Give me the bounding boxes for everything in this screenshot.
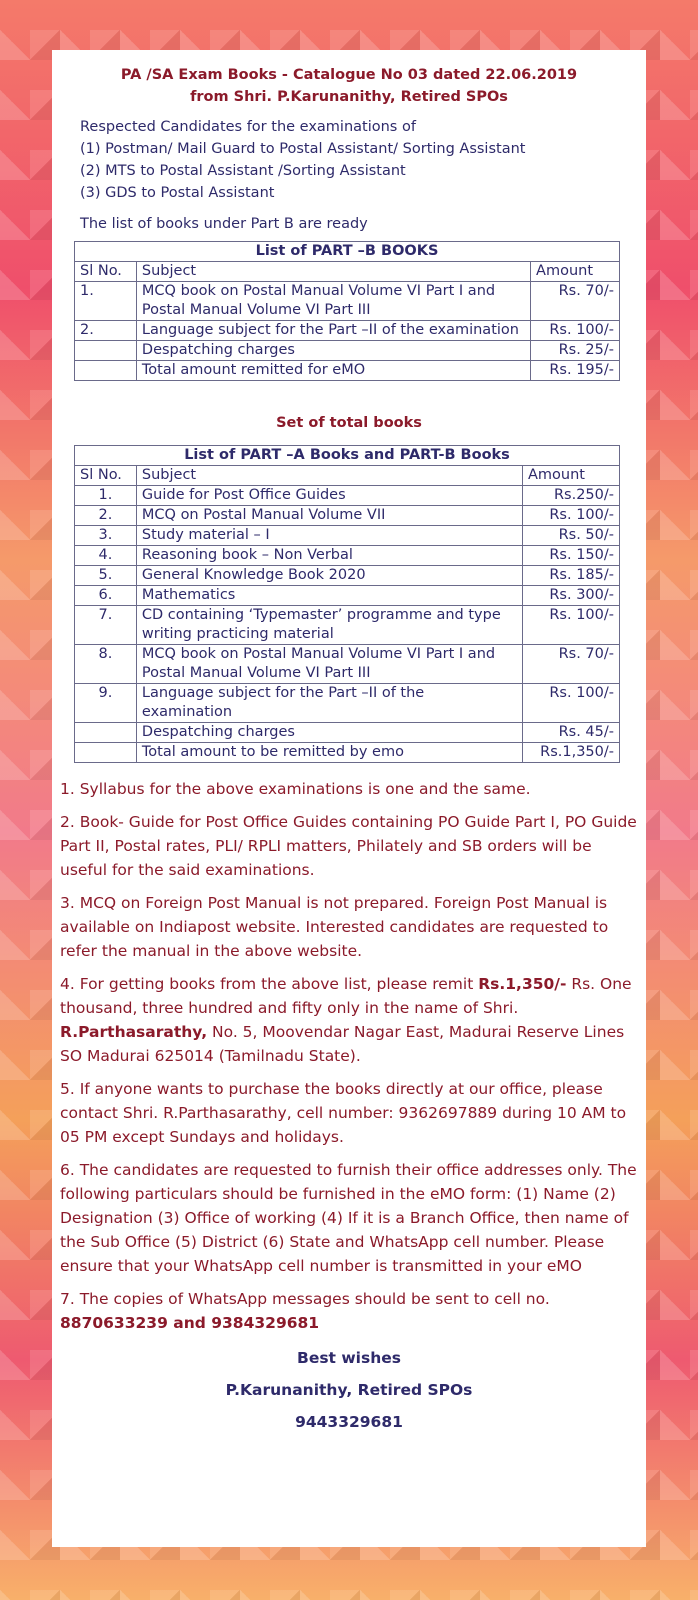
table-row xyxy=(75,566,620,586)
table-row xyxy=(75,723,620,743)
col-header-subject: Subject xyxy=(136,466,522,486)
note-5: 5. If anyone wants to purchase the books directly at our office, please contact Shri. R.Parthasarathy, cell number: 9362697889 during 10 AM to 05 PM except Sundays and holidays. xyxy=(60,1080,627,1146)
table-row xyxy=(75,586,620,606)
row-amount: Rs. 25/- xyxy=(531,341,620,361)
row-amount: Rs. 300/- xyxy=(523,586,620,606)
row-subject: Despatching charges xyxy=(136,341,530,361)
row-subject: Language subject for the Part –II of the examination xyxy=(136,684,522,723)
table-row xyxy=(75,546,620,566)
row-subject: CD containing ‘Typemaster’ programme and type writing practicing material xyxy=(136,606,522,645)
row-amount: Rs.1,350/- xyxy=(523,743,620,763)
row-sl: 3. xyxy=(75,526,137,546)
row-sl: 4. xyxy=(75,546,137,566)
intro-line-3: (2) MTS to Postal Assistant /Sorting Assistant xyxy=(80,163,406,179)
col-header-subject: Subject xyxy=(136,262,530,282)
part-b-ready-text: The list of books under Part B are ready xyxy=(80,216,368,232)
note-4-text-a: 4. For getting books from the above list, please remit xyxy=(60,975,479,993)
table-row xyxy=(75,486,620,506)
catalogue-title xyxy=(60,64,638,108)
row-sl xyxy=(75,341,137,361)
best-wishes: Best wishes xyxy=(297,1349,401,1367)
part-b-books-table xyxy=(74,241,620,381)
row-amount: Rs. 100/- xyxy=(531,321,620,341)
row-sl xyxy=(75,743,137,763)
row-sl xyxy=(75,361,137,381)
table-caption: List of PART –B BOOKS xyxy=(75,242,620,262)
row-subject: Guide for Post Office Guides xyxy=(136,486,522,506)
row-sl: 6. xyxy=(75,586,137,606)
note-7-text: 7. The copies of WhatsApp messages should be sent to cell no. xyxy=(60,1290,550,1308)
row-subject: Language subject for the Part –II of the examination xyxy=(136,321,530,341)
note-4-text-c: No. 5, Moovendar Nagar East, Madurai Reserve Lines SO Madurai 625014 (Tamilnadu State). xyxy=(60,1023,625,1065)
row-amount: Rs.250/- xyxy=(523,486,620,506)
signature-block xyxy=(60,1349,638,1431)
note-4-amount: Rs.1,350/- xyxy=(478,975,567,993)
set-of-total-books-heading: Set of total books xyxy=(276,415,422,431)
row-subject: MCQ book on Postal Manual Volume VI Part I and Postal Manual Volume VI Part III xyxy=(136,645,522,684)
note-3: 3. MCQ on Foreign Post Manual is not prepared. Foreign Post Manual is available on Indiapost website. Interested candidates are requested to refer the manual in the above website. xyxy=(60,894,609,960)
row-sl: 7. xyxy=(75,606,137,645)
row-sl: 9. xyxy=(75,684,137,723)
signatory-name: P.Karunanithy, Retired SPOs xyxy=(225,1381,473,1399)
col-header-sl: Sl No. xyxy=(75,466,137,486)
row-subject: Study material – I xyxy=(136,526,522,546)
row-amount: Rs. 45/- xyxy=(523,723,620,743)
row-subject: Despatching charges xyxy=(136,723,522,743)
notes-section xyxy=(60,777,638,1335)
intro-block xyxy=(60,116,638,204)
row-sl: 1. xyxy=(75,282,137,321)
signatory-phone: 9443329681 xyxy=(295,1413,403,1431)
row-sl: 8. xyxy=(75,645,137,684)
table-row xyxy=(75,684,620,723)
note-6: 6. The candidates are requested to furnish their office addresses only. The following particulars should be furnished in the eMO form: (1) Name (2) Designation (3) Office of working (4) If it is a Branch Office, then name of the Sub Office (5) District (6) State and WhatsApp cell number. Please ensure that your WhatsApp cell number is transmitted in your eMO xyxy=(60,1161,637,1275)
table-row xyxy=(75,282,620,321)
note-7-numbers: 8870633239 and 9384329681 xyxy=(60,1314,320,1332)
row-sl: 2. xyxy=(75,321,137,341)
catalogue-card xyxy=(52,50,646,1547)
intro-line-1: Respected Candidates for the examinations of xyxy=(80,119,416,135)
table-row xyxy=(75,341,620,361)
intro-line-4: (3) GDS to Postal Assistant xyxy=(80,185,275,201)
part-a-b-books-table xyxy=(74,445,620,763)
title-line-2: from Shri. P.Karunanithy, Retired SPOs xyxy=(190,89,508,105)
table-row xyxy=(75,645,620,684)
row-sl xyxy=(75,723,137,743)
row-amount: Rs. 100/- xyxy=(523,506,620,526)
row-amount: Rs. 70/- xyxy=(523,645,620,684)
col-header-sl: Sl No. xyxy=(75,262,137,282)
row-amount: Rs. 50/- xyxy=(523,526,620,546)
row-subject: MCQ on Postal Manual Volume VII xyxy=(136,506,522,526)
table-row xyxy=(75,606,620,645)
row-subject: MCQ book on Postal Manual Volume VI Part I and Postal Manual Volume VI Part III xyxy=(136,282,530,321)
row-subject: Mathematics xyxy=(136,586,522,606)
row-sl: 2. xyxy=(75,506,137,526)
table-row xyxy=(75,361,620,381)
note-1: 1. Syllabus for the above examinations is one and the same. xyxy=(60,780,531,798)
table-caption: List of PART –A Books and PART-B Books xyxy=(75,446,620,466)
row-amount: Rs. 70/- xyxy=(531,282,620,321)
title-line-1: PA /SA Exam Books - Catalogue No 03 dated 22.06.2019 xyxy=(120,67,578,83)
row-amount: Rs. 100/- xyxy=(523,684,620,723)
row-subject: General Knowledge Book 2020 xyxy=(136,566,522,586)
col-header-amount: Amount xyxy=(523,466,620,486)
table-row xyxy=(75,506,620,526)
col-header-amount: Amount xyxy=(531,262,620,282)
row-subject: Total amount remitted for eMO xyxy=(136,361,530,381)
row-subject: Reasoning book – Non Verbal xyxy=(136,546,522,566)
note-7 xyxy=(60,1287,638,1335)
row-sl: 1. xyxy=(75,486,137,506)
intro-line-2: (1) Postman/ Mail Guard to Postal Assistant/ Sorting Assistant xyxy=(80,141,526,157)
note-4-text-b: Rs. One thousand, three hundred and fifty only in the name of Shri. xyxy=(60,975,632,1017)
row-amount: Rs. 100/- xyxy=(523,606,620,645)
table-row xyxy=(75,526,620,546)
row-subject: Total amount to be remitted by emo xyxy=(136,743,522,763)
note-2: 2. Book- Guide for Post Office Guides containing PO Guide Part I, PO Guide Part II, Postal rates, PLI/ RPLI matters, Philately and SB orders will be useful for the said examinations. xyxy=(60,813,637,879)
row-amount: Rs. 185/- xyxy=(523,566,620,586)
row-amount: Rs. 150/- xyxy=(523,546,620,566)
table-row xyxy=(75,743,620,763)
row-amount: Rs. 195/- xyxy=(531,361,620,381)
note-4 xyxy=(60,972,638,1068)
table-row xyxy=(75,321,620,341)
row-sl: 5. xyxy=(75,566,137,586)
note-4-name: R.Parthasarathy, xyxy=(60,1023,208,1041)
